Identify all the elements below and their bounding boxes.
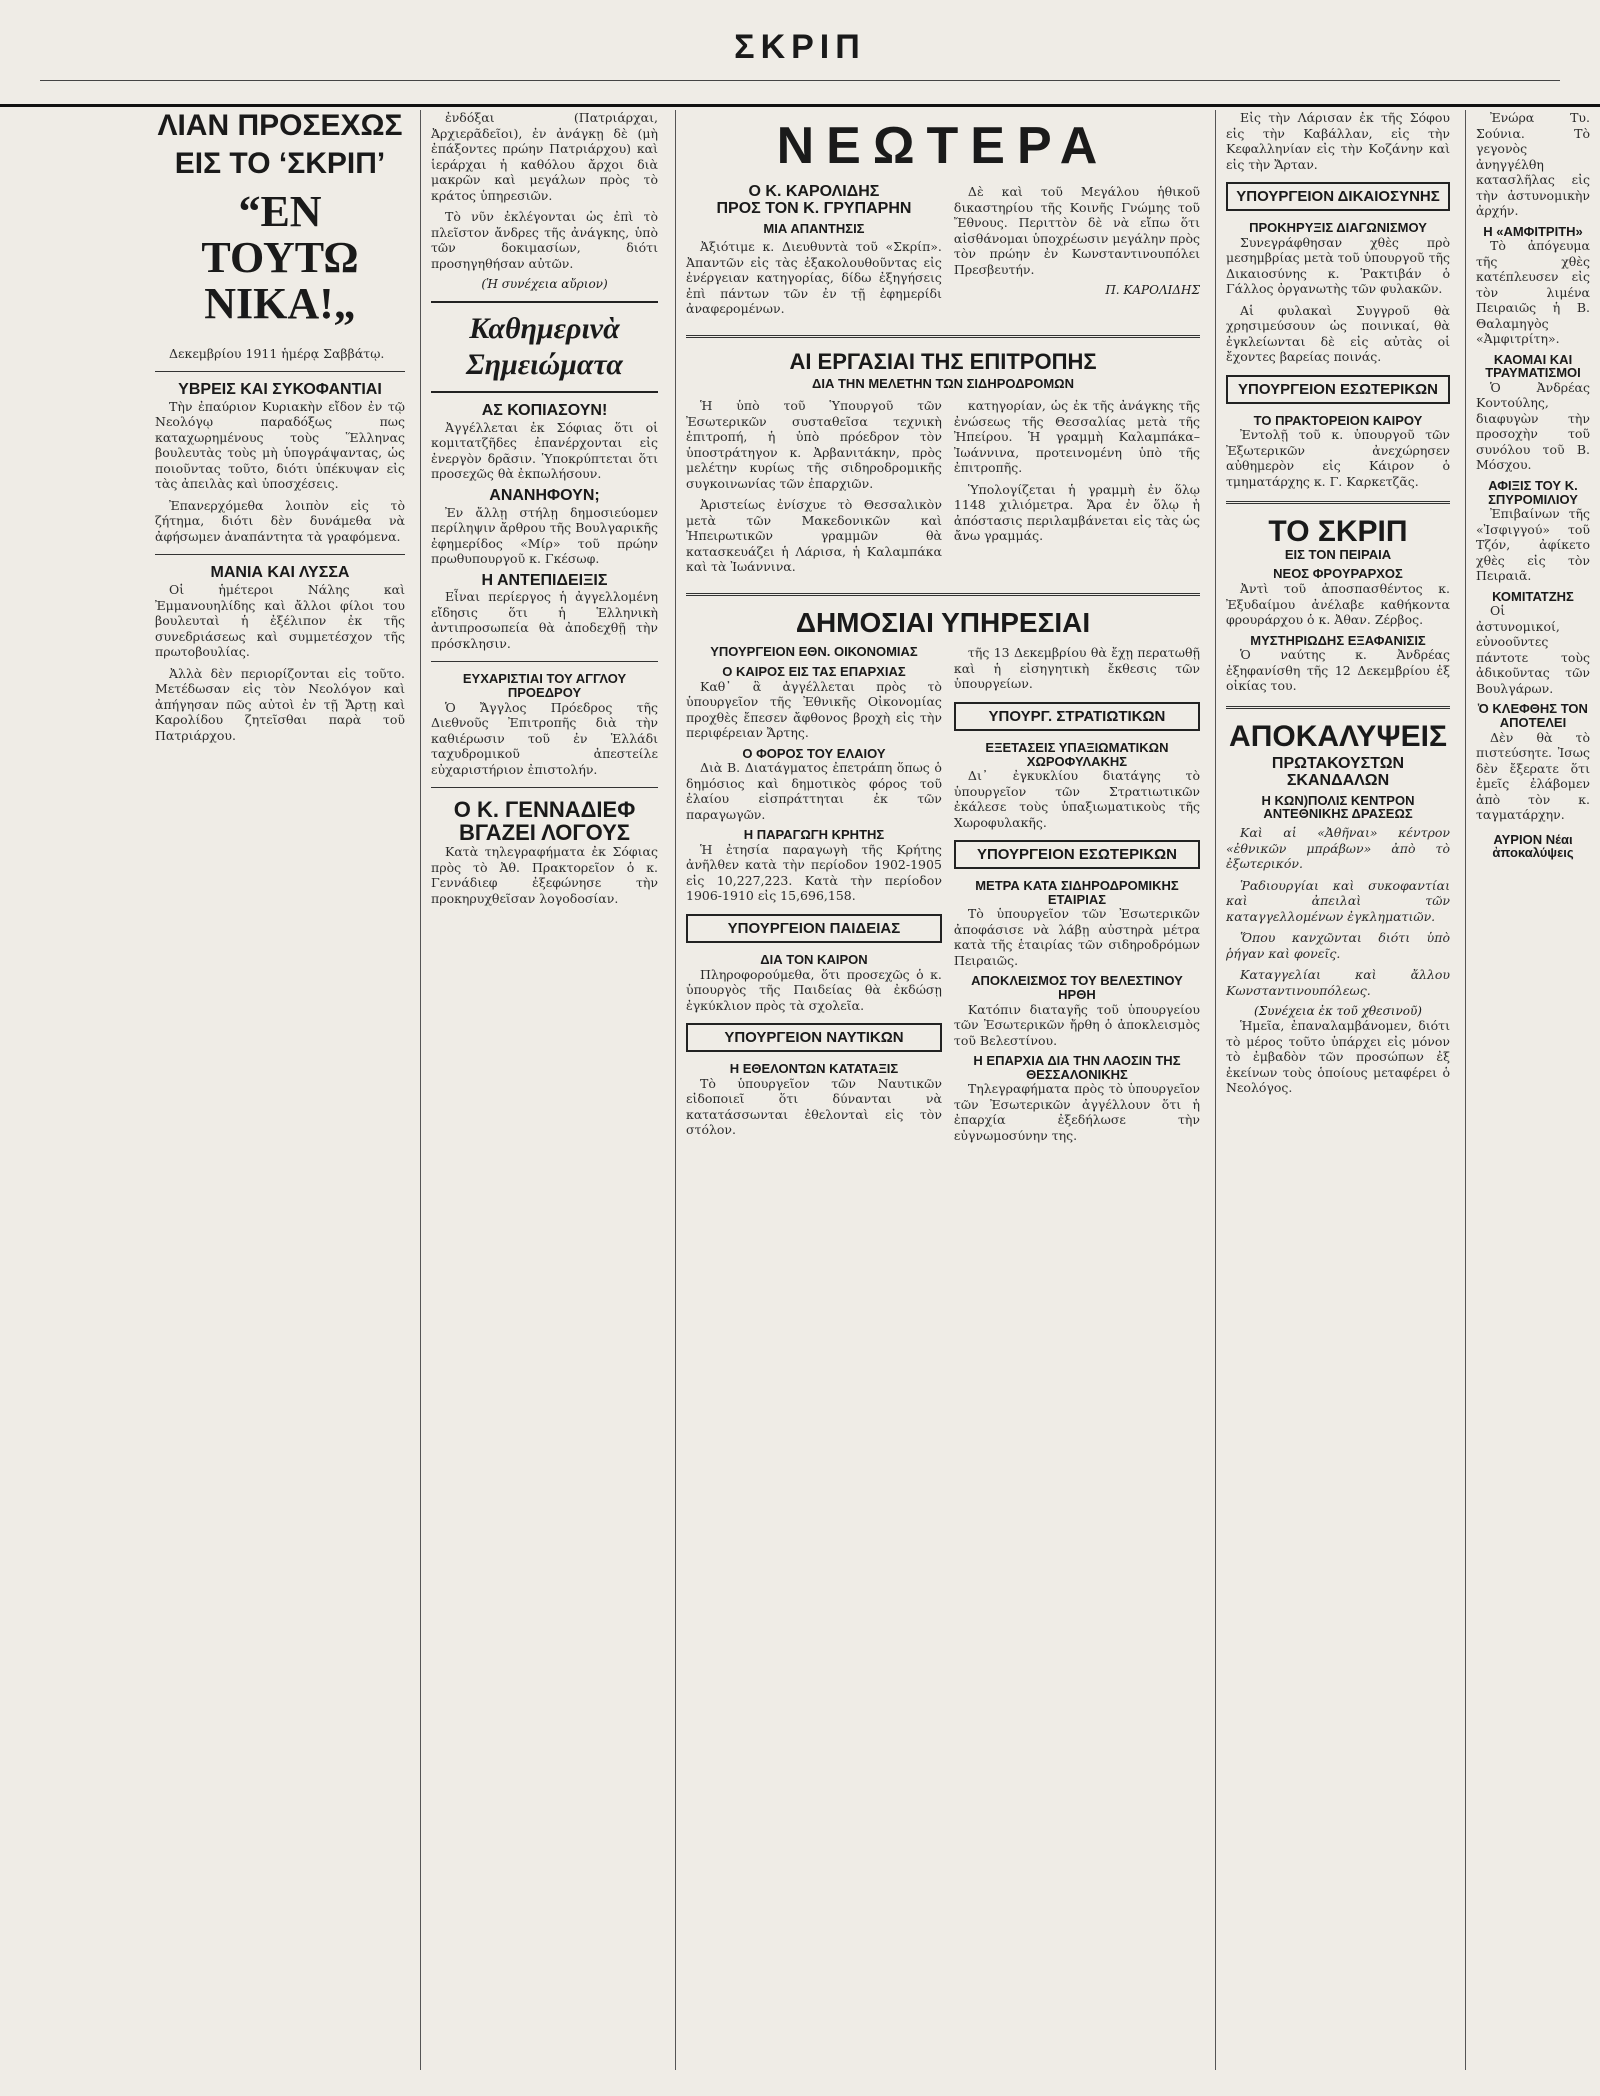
article-ybreis — [155, 399, 405, 545]
karolidis-signature: Π. ΚΑΡΟΛΙΔΗΣ — [1105, 283, 1200, 297]
esw-sub-3: Η ΕΠΑΡΧΙΑ ΔΙΑ ΤΗΝ ΛΑΟΣΙΝ ΤΗΣ ΘΕΣΣΑΛΟΝΙΚΗΣ — [973, 1053, 1181, 1082]
article-mania — [155, 582, 405, 743]
sk-body-2 — [1226, 647, 1450, 694]
paragraph: Ἐπανερχόμεθα λοιπὸν εἰς τὸ ζήτημα, διότι δὲν δυνάμεθα νὰ ἀφήσωμεν ἀναπάντητα τὰ γραφόμενα. — [155, 497, 405, 544]
fin-head: ΥΠΟΥΡΓΕΙΟΝ ΕΘΝ. ΟΙΚΟΝΟΜΙΑΣ — [710, 644, 918, 660]
revelations-sub2: Η ΚΩΝ)ΠΟΛΙΣ ΚΕΝΤΡΟΝ ΑΝΤΕΘΝΙΚΗΣ ΔΡΑΣΕΩΣ — [1261, 792, 1415, 822]
continued-note: (Ἡ συνέχεια αὔριον) — [481, 277, 608, 291]
masthead-rule — [40, 80, 1560, 81]
works-row — [686, 398, 1200, 581]
esw-head: ΥΠΟΥΡΓΕΙΟΝ ΕΣΩΤΕΡΙΚΩΝ — [954, 840, 1200, 869]
revelations-points — [1226, 825, 1450, 998]
esw-body-2 — [954, 1002, 1200, 1049]
paragraph: Τὸ ὑπουργεῖον τῶν Ναυτικῶν εἰδοποιεῖ ὅτι δύνανται νὰ κατατάσσωνται ἐθελονταὶ εἰς τὸν στόλον. — [686, 1075, 942, 1138]
col5-body-5 — [1476, 730, 1590, 823]
paragraph: Συνεγράφθησαν χθὲς πρὸ μεσημβρίας μετὰ τοῦ ὑπουργοῦ τῆς Δικαιοσύνης κ. Ῥακτιβάν ὁ Γάλλος ὀργανωτὴς τῶν φυλακῶν. — [1226, 234, 1450, 297]
col5-sub-3: ΑΦΙΞΙΣ ΤΟΥ Κ. ΣΠΥΡΟΜΙΛΙΟΥ — [1488, 477, 1578, 507]
divider — [155, 554, 405, 555]
col4-intro — [1226, 110, 1450, 172]
point: Καὶ αἱ «Ἀθῆναι» κέντρον «ἐθνικῶν μπράβων» ἀπὸ τὸ ἐξωτερικόν. — [1226, 825, 1450, 872]
esw-sub-2: ΑΠΟΚΛΕΙΣΜΟΣ ΤΟΥ ΒΕΛΕΣΤΙΝΟΥ ΗΡΘΗ — [971, 973, 1183, 1003]
esw2-body — [1226, 427, 1450, 489]
services-right-intro — [954, 645, 1200, 692]
headline-skrip: ΕΙΣ ΤΟ ‘ΣΚΡΙΠ’ — [174, 146, 386, 180]
point: Καταγγελίαι καὶ ἄλλου Κωνσταντινουπόλεως. — [1226, 967, 1450, 998]
note-body-4 — [431, 700, 658, 778]
sk-sub-1: ΝΕΟΣ ΦΡΟΥΡΑΡΧΟΣ — [1273, 566, 1403, 582]
paragraph: Ἀντὶ τοῦ ἀποσπασθέντος κ. Ἐξυδαίμου ἀνέλαβε καθήκοντα φρουράρχου ὁ κ. Ἀθαν. Ζέρβος. — [1226, 581, 1450, 628]
note-head-4: ΕΥΧΑΡΙΣΤΙΑΙ ΤΟΥ ΑΓΓΛΟΥ ΠΡΟΕΔΡΟΥ — [462, 671, 627, 701]
paragraph: Αἱ φυλακαὶ Συγγροῦ θὰ χρησιμεύσουν ὡς ποινικαί, θὰ ἐγκλείωνται δὲ εἰς αὐτὰς οἱ ἔχοντες βαρείας ποινάς. — [1226, 302, 1450, 365]
dik-head: ΥΠΟΥΡΓΕΙΟΝ ΔΙΚΑΙΟΣΥΝΗΣ — [1226, 182, 1450, 211]
paragraph: Κατόπιν διαταγῆς τοῦ ὑπουργείου τῶν Ἐσωτερικῶν ἤρθη ὁ ἀποκλεισμὸς τοῦ Βελεστίνου. — [953, 1001, 1200, 1048]
karolidis-head-2: ΠΡΟΣ ΤΟΝ Κ. ΓΡΥΠΑΡΗΝ — [716, 199, 912, 217]
note-body-3 — [431, 589, 658, 651]
paragraph: Τηλεγραφήματα πρὸς τὸ ὑπουργεῖον τῶν Ἐσωτερικῶν ἀγγέλλουν ὅτι ἡ ἐπαρχία ἐξεδήλωσε τὴν εὐγνωμοσύνην της. — [953, 1081, 1200, 1143]
dik-sub-1: ΠΡΟΚΗΡΥΞΙΣ ΔΙΑΓΩΝΙΣΜΟΥ — [1249, 220, 1427, 235]
revelations-sub: ΠΡΩΤΑΚΟΥΣΤΩΝ ΣΚΑΝΔΑΛΩΝ — [1271, 755, 1405, 789]
column-4 — [1215, 110, 1460, 2070]
paragraph: ἐνδόξαι (Πατριάρχαι, Ἀρχιερᾶδεῖοι), ἐν ἀνάγκῃ δὲ (μὴ ἐπάξοντες πρώην Πατριάρχου) καὶ ἱεράρχαι ἡ καθόλου ἄρχοι διὰ μακρῶν καὶ μεγάλων πρὸς τὸ κράτος ὑπηρεσιῶν. — [431, 110, 658, 203]
gennadief-head-2: ΒΓΑΖΕΙ ΛΟΓΟΥΣ — [459, 820, 630, 846]
esw-body-1 — [954, 906, 1200, 968]
column-1 — [145, 110, 415, 2070]
paragraph: Καθ᾽ ἃ ἀγγέλλεται πρὸς τὸ ὑπουργεῖον τῆς Ἐθνικῆς Οἰκονομίας προχθὲς ἔπεσεν ἄφθονος βροχὴ εἰς τὴν περιφέρειαν Ἄρτης. — [686, 678, 942, 741]
daily-notes-banner — [431, 301, 658, 393]
works-left — [686, 398, 942, 581]
karolidis-head-1: Ο Κ. ΚΑΡΟΛΙΔΗΣ — [748, 183, 880, 200]
date-line: Δεκεμβρίου 1911 ἡμέρᾳ Σαββάτῳ. — [169, 345, 385, 361]
col5-body-1 — [1476, 238, 1590, 347]
works-subhead: ΔΙΑ ΤΗΝ ΜΕΛΕΤΗΝ ΤΩΝ ΣΙΔΗΡΟΔΡΟΜΩΝ — [812, 375, 1074, 391]
fin-body-2 — [686, 760, 942, 822]
subhead-mania: ΜΑΝΙΑ ΚΑΙ ΛΥΣΣΑ — [210, 564, 350, 582]
paragraph: Ἀγγέλλεται ἐκ Σόφιας ὅτι οἱ κομιτατζῆδες ἐπανέρχονται εἰς ἐνεργὸν δρᾶσιν. Ὑποκρύπτεται ὅτι προσεχῶς θὰ ἐκπωλήσουν. — [431, 419, 658, 482]
sk-body-1 — [1226, 581, 1450, 628]
paid-sub-1: ΔΙΑ ΤΟΝ ΚΑΙΡΟΝ — [760, 951, 868, 967]
slogan: “ΕΝ ΤΟΥΤΩ ΝΙΚΑ!„ — [201, 187, 359, 329]
point: Ῥαδιουργίαι καὶ συκοφαντίαι καὶ ἀπειλαὶ τῶν καταγγελλομένων ἐγκληματιῶν. — [1226, 877, 1450, 924]
revelations-head: ΑΠΟΚΑΛΥΨΕΙΣ — [1229, 719, 1447, 753]
works-right — [954, 398, 1200, 581]
karolidis-body-2 — [954, 184, 1200, 277]
intro-text — [155, 346, 405, 362]
banner-line-1: Καθημερινὰ — [469, 312, 620, 345]
divider — [431, 787, 658, 788]
paragraph: Τὸ ὑπουργεῖον τῶν Ἐσωτερικῶν ἀποφάσισε νὰ λάβῃ αὐστηρὰ μέτρα κατὰ τῆς ἑταιρίας τῶν σιδηροδρόμων Πειραιῶς. — [953, 906, 1200, 968]
services-row — [686, 645, 1200, 1149]
paragraph: Ἐντολῇ τοῦ κ. ὑπουργοῦ τῶν Ἐξωτερικῶν ἀνεχώρησεν αὐθημερὸν εἰς Κάιρον ὁ τμηματάρχης κ. Γ. Καρκετζᾶς. — [1226, 427, 1450, 489]
col5-sub-1: Η «ΑΜΦΙΤΡΙΤΗ» — [1483, 223, 1583, 239]
revelations-cont: (Συνέχεια ἐκ τοῦ χθεσινοῦ) — [1254, 1004, 1422, 1019]
paragraph: Ὁ ναύτης κ. Ἀνδρέας ἐξηφανίσθη τῆς 12 Δεκεμβρίου ἐξ οἰκίας του. — [1226, 647, 1450, 694]
col5-intro — [1476, 110, 1590, 219]
paragraph: Ἡ ἐτησία παραγωγὴ τῆς Κρήτης ἀνῆλθεν κατὰ τὴν περίοδον 1902-1905 εἰς 10,227,223. Κατὰ τὴν περίοδον 1906-1910 εἰς 15,696,158. — [686, 841, 942, 904]
divider — [1226, 501, 1450, 504]
fin-sub-1: Ο ΚΑΙΡΟΣ ΕΙΣ ΤΑΣ ΕΠΑΡΧΙΑΣ — [722, 664, 906, 679]
paragraph: Κατὰ τηλεγραφήματα ἐκ Σόφιας πρὸς τὸ Ἀθ. Πρακτορεῖον ὁ κ. Γεννάδιεφ ἐξεφώνησε τὴν προκηρυχθεῖσαν λογοδοσίαν. — [431, 844, 658, 906]
esw2-sub-1: ΤΟ ΠΡΑΚΤΟΡΕΙΟΝ ΚΑΙΡΟΥ — [1253, 412, 1423, 428]
paragraph: Ἐπιβαίνων τῆς «Ἰσφιγγού» τοῦ Τζόν, ἀφίκετο χθὲς εἰς τὸν Πειραιᾶ. — [1476, 506, 1590, 584]
col5-body-2 — [1476, 380, 1590, 473]
divider — [686, 593, 1200, 596]
str-sub-1: ΕΞΕΤΑΣΕΙΣ ΥΠΑΞΙΩΜΑΤΙΚΩΝ ΧΩΡΟΦΥΛΑΚΗΣ — [985, 739, 1169, 769]
divider — [431, 661, 658, 662]
paragraph: Ἡμεῖα, ἐπαναλαμβάνομεν, διότι τὸ μέρος τοῦτο ὑπάρχει εἰς μόνον τὸ ἐμβαδὸν τῶν προσώπων ἐξ ἐκείνων τοὺς ὁποίους μεταφέρει ὁ Νεολόγος. — [1226, 1018, 1450, 1096]
paragraph: Πληροφορούμεθα, ὅτι προσεχῶς ὁ κ. ὑπουργὸς τῆς Παιδείας θὰ ἐκδώσῃ ἐγκύκλιον πρὸς τὰ σχολεῖα. — [686, 966, 942, 1013]
paragraph: τῆς 13 Δεκεμβρίου θὰ ἔχῃ περατωθῇ καὶ ἡ εἰσηγητικὴ ἔκθεσις τῶν ὑπουργείων. — [953, 645, 1200, 692]
paragraph: κατηγορίαν, ὡς ἐκ τῆς ἀνάγκης τῆς ἐνώσεως τῆς Θεσσαλίας μετὰ τῆς Ἠπείρου. Ἡ γραμμὴ Καλαμπάκα–Ἰωάννινα, προτεινομένη ὑπὸ τῆς ἐπιτροπῆς. — [953, 398, 1200, 476]
naut-sub-1: Η ΕΘΕΛΟΝΤΩΝ ΚΑΤΑΤΑΞΙΣ — [729, 1061, 899, 1077]
karolidis-row — [686, 184, 1200, 323]
paragraph: Τὸ ἀπόγευμα τῆς χθὲς κατέπλευσεν εἰς τὸν λιμένα Πειραιῶς ἡ Β. Θαλαμηγὸς «Ἀμφιτρίτη». — [1476, 238, 1590, 347]
fin-body-1 — [686, 679, 942, 741]
column-3 — [675, 110, 1210, 2070]
headline-lian: ΛΙΑΝ ΠΡΟΣΕΧΩΣ — [157, 110, 403, 142]
paragraph: Ὁ Ἄγγλος Πρόεδρος τῆς Διεθνοῦς Ἐπιτροπῆς διὰ τὴν καθιέρωσιν τοῦ ἐν Ἑλλάδι ταχυδρομικοῦ ἀπεστείλε εὐχαριστήριον ἐπιστολήν. — [431, 699, 658, 777]
karolidis-left — [686, 184, 942, 323]
fin-body-3 — [686, 842, 942, 904]
works-headline: ΑΙ ΕΡΓΑΣΙΑΙ ΤΗΣ ΕΠΙΤΡΟΠΗΣ — [789, 348, 1097, 374]
col5-body-4 — [1476, 603, 1590, 696]
karolidis-body — [686, 239, 942, 317]
paragraph: Ὑπολογίζεται ἡ γραμμὴ ἐν ὅλῳ 1148 χιλιόμετρα. Ἄρα ἐν ὅλῳ ἡ ἀπόστασις περιλαμβάνεται εἰς τὰς ὡς ἄνω γραμμάς. — [953, 481, 1200, 544]
col5-sub-4: ΚΟΜΙΤΑΤΖΗΣ — [1492, 588, 1574, 604]
note-body-2 — [431, 505, 658, 567]
col5-body-3 — [1476, 506, 1590, 584]
sk-sub-2: ΜΥΣΤΗΡΙΩΔΗΣ ΕΞΑΦΑΝΙΣΙΣ — [1250, 632, 1426, 648]
paragraph: Εἶναι περίεργος ἡ ἀγγελλομένη εἴδησις ὅτι ἡ Ἑλληνικὴ ἀντιπροσωπεία θὰ ἀποδεχθῇ τὴν πρόσκλησιν. — [431, 589, 658, 651]
divider — [1226, 706, 1450, 709]
paid-body-1 — [686, 967, 942, 1014]
paragraph: Ἐν ἄλλῃ στήλῃ δημοσιεύομεν περίληψιν ἄρθρου τῆς Βουλγαρικῆς ἐφημερίδος «Μίρ» τοῦ πρώην πρωθυπουργοῦ κ. Γκέσωφ. — [431, 504, 658, 567]
banner-line-2: Σημειώματα — [466, 348, 623, 381]
esw2-head: ΥΠΟΥΡΓΕΙΟΝ ΕΣΩΤΕΡΙΚΩΝ — [1226, 375, 1450, 404]
paid-head: ΥΠΟΥΡΓΕΙΟΝ ΠΑΙΔΕΙΑΣ — [686, 914, 942, 943]
note-head-1: ΑΣ ΚΟΠΙΑΣΟΥΝ! — [481, 402, 608, 419]
revelations-body — [1226, 1018, 1450, 1096]
skrip-piraeus-head: ΤΟ ΣΚΡΙΠ — [1268, 515, 1408, 549]
neotera-banner: ΝΕΩΤΕΡΑ — [776, 117, 1110, 175]
paragraph: Ἐνώρα Τυ. Σούνια. Τὸ γεγονὸς ἀνηγγέλθη κατασλῆλας εἰς τὴν ἀστυνομικὴν ἀρχήν. — [1476, 110, 1590, 218]
str-body-1 — [954, 768, 1200, 830]
note-head-3: Η ΑΝΤΕΠΙΔΕΙΞΙΣ — [481, 571, 608, 589]
esw-body-3 — [954, 1081, 1200, 1143]
karolidis-right — [954, 184, 1200, 323]
skrip-piraeus-sub: ΕΙΣ ΤΟΝ ΠΕΙΡΑΙΑ — [1284, 546, 1392, 562]
fin-sub-2: Ο ΦΟΡΟΣ ΤΟΥ ΕΛΑΙΟΥ — [742, 745, 886, 761]
divider — [155, 371, 405, 372]
col5-sub-5: Ὁ ΚΛΕΦΘΗΣ ΤΟΝ ΑΠΟΤΕΛΕΙ — [1478, 701, 1588, 730]
paragraph: Ἀριστείως ἐνίσχυε τὸ Θεσσαλικὸν μετὰ τῶν Μακεδονικῶν καὶ Ἠπειρωτικῶν γραμμῶν θὰ κατασκευάζει ἡ Λάρισα, ἡ Καλαμπάκα καὶ τὰ Ἰωάννινα. — [686, 497, 942, 575]
naut-body-1 — [686, 1076, 942, 1138]
gennadief-body — [431, 844, 658, 906]
services-right — [954, 645, 1200, 1149]
note-body-1 — [431, 420, 658, 482]
continued-text — [431, 110, 658, 271]
paragraph: Διὰ Β. Διατάγματος ἐπετράπη ὅπως ὁ δημόσιος καὶ δημοτικὸς φόρος τοῦ ἐλαίου εἰσπράττηται ἐκ τῶν παραγωγῶν. — [686, 760, 942, 822]
column-2 — [420, 110, 668, 2070]
services-left — [686, 645, 942, 1149]
paragraph: Ἡ ὑπὸ τοῦ Ὑπουργοῦ τῶν Ἐσωτερικῶν συσταθεῖσα τεχνικὴ ἐπιτροπή, ἡ ὑπὸ πρόεδρον τὸν ὑποστράτηγον κ. Ἀρβανιτάκην, πρὸς μελέτην κυρίως τῆς σιδηροδρομικῆς συγκοινωνίας τῶν ἐπαρχιῶν. — [686, 398, 942, 491]
paragraph: Οἱ ἡμέτεροι Νάλης καὶ Ἐμμανουηλίδης καὶ ἄλλοι φίλοι του βουλευταὶ ἡ ἐξέλιπον ἐκ τῆς συνεδριάσεως καὶ συμμετέσχον τῆς πρωτοβουλίας. — [155, 582, 405, 660]
paragraph: Οἱ ἀστυνομικοί, εὐνοοῦντες πάντοτε τοὺς ἀδικοῦντας τῶν Βουλγάρων. — [1476, 603, 1590, 696]
masthead — [0, 0, 1600, 107]
paragraph: Ἀλλὰ δὲν περιορίζονται εἰς τοῦτο. Μετέδωσαν εἰς τὸν Νεολόγον καὶ ἀπήγησαν πῶς αὐτοὶ ἐν τῇ Ἄρτῃ καὶ Καρολίδου ζητεῖσθαι παρὰ τοῦ Πατριάρχου. — [155, 665, 405, 743]
subhead-ybreis: ΥΒΡΕΙΣ ΚΑΙ ΣΥΚΟΦΑΝΤΙΑΙ — [178, 381, 382, 399]
fin-sub-3: Η ΠΑΡΑΓΩΓΗ ΚΡΗΤΗΣ — [743, 827, 885, 843]
paragraph: Δὲ καὶ τοῦ Μεγάλου ἡθικοῦ δικαστηρίου τῆς Κοινῆς Γνώμης τοῦ Ἔθνους. Περιττὸν δὲ νὰ εἴπω ὅτι αἰσθάνομαι ὑποχρέωσιν μεγάλην πρὸς τὸν πρώην ἐν Κωνσταντινουπόλει Πρεσβευτήν. — [953, 184, 1200, 277]
gennadief-head-1: Ο Κ. ΓΕΝΝΑΔΙΕΦ — [453, 797, 636, 823]
paragraph: Εἰς τὴν Λάρισαν ἐκ τῆς Σόφου εἰς τὴν Καβάλλαν, εἰς τὴν Κεφαλληνίαν εἰς τὴν Κοζάνην καὶ εἰς τὴν Ἄρταν. — [1226, 110, 1450, 172]
point: Ὅπου κανχῶνται διότι ὑπὸ ῥήγαν καὶ φονεῖς. — [1226, 930, 1450, 961]
paragraph: Ὁ Ἀνδρέας Κοντούλης, διαφυγὼν τὴν προσοχὴν τοῦ συνόλου τοῦ Β. Μόσχου. — [1476, 379, 1590, 473]
paragraph: Ἀξιότιμε κ. Διευθυντὰ τοῦ «Σκρίπ». Ἀπαντῶν εἰς τὰς ἐξακολουθοῦντας εἰς ἐνέργειαν κατηγορίας, δίδω ἐξηγήσεις ἐπὶ πάντων τῶν ἐν τῇ ἐφημερίδι ἀναφερομένων. — [686, 239, 942, 317]
column-5 — [1465, 110, 1600, 2070]
str-head: ΥΠΟΥΡΓ. ΣΤΡΑΤΙΩΤΙΚΩΝ — [954, 702, 1200, 731]
paragraph: Δι᾽ ἐγκυκλίου διατάγης τὸ ὑπουργεῖον τῶν Στρατιωτικῶν ἐκάλεσε τοὺς ὑπαξιωματικοὺς τῆς Χωροφυλακῆς. — [953, 768, 1200, 830]
divider — [686, 335, 1200, 338]
naut-head: ΥΠΟΥΡΓΕΙΟΝ ΝΑΥΤΙΚΩΝ — [686, 1023, 942, 1052]
paragraph: Τὴν ἐπαύριον Κυριακὴν εἴδον ἐν τῷ Νεολόγῳ παραδόξως πως καταχωρημένους τοὺς Ἕλληνας βουλευτὰς τοὺς μὴ ὑπογράψαντας, ὡς ποιοῦντας τοῦτο, διότι ὑπέκυψαν εἰς τὰς ἀπειλὰς καὶ ὑποσχέσεις. — [155, 398, 405, 492]
col5-sub-2: ΚΑΟΜΑΙ ΚΑΙ ΤΡΑΥΜΑΤΙΣΜΟΙ — [1485, 351, 1581, 381]
paragraph: Τὸ νῦν ἐκλέγονται ὡς ἐπὶ τὸ πλεῖστον ἄνδρες τῆς ἀνάγκης, ὑπὸ τῶν δοκιμασίων, διότι προσηγηθήσαν αὐτῶν. — [431, 209, 658, 271]
col5-end: ΑΥΡΙΟΝ Νέαι ἀποκαλύψεις — [1492, 831, 1574, 861]
note-head-2: ΑΝΑΝΗΦΟΥΝ; — [489, 486, 600, 504]
esw-sub-1: ΜΕΤΡΑ ΚΑΤΑ ΣΙΔΗΡΟΔΡΟΜΙΚΗΣ ΕΤΑΙΡΙΑΣ — [975, 878, 1179, 907]
dik-body — [1226, 235, 1450, 365]
karolidis-head-3: ΜΙΑ ΑΠΑΝΤΗΣΙΣ — [763, 220, 865, 236]
masthead-title: ΣΚΡΙΠ — [734, 28, 866, 66]
public-services-banner: ΔΗΜΟΣΙΑΙ ΥΠΗΡΕΣΙΑΙ — [795, 606, 1091, 638]
paragraph: Δὲν θὰ τὸ πιστεύσητε. Ἰσως δὲν ἔξερατε ὅτι ἐμεῖς ἐλάβομεν ἀπὸ τὸν κ. ταγματάρχην. — [1476, 729, 1590, 823]
